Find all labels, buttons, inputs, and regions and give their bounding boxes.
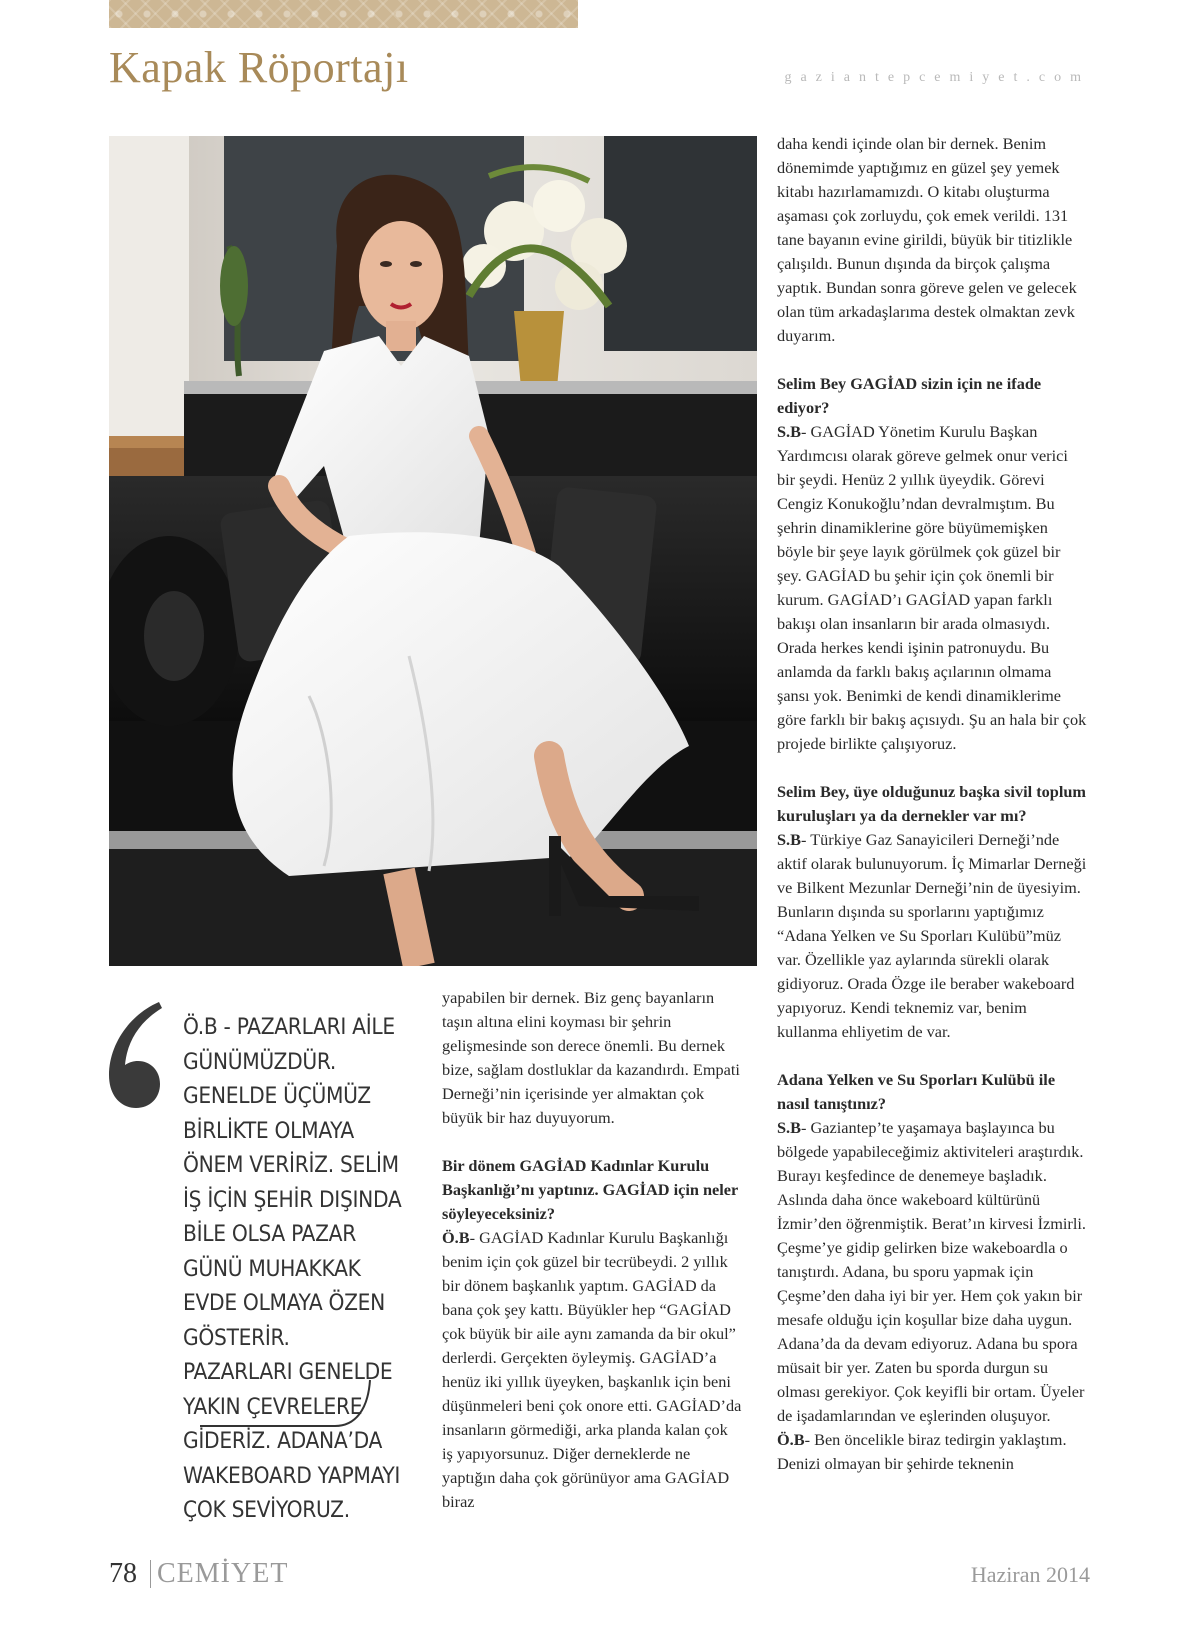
paragraph bbox=[777, 828, 1087, 1044]
speaker-label: S.B bbox=[777, 1118, 801, 1137]
interview-question: Bir dönem GAGİAD Kadınlar Kurulu Başkanlığı’nı yaptınız. GAGİAD için neler söyleyeceksiniz? bbox=[442, 1156, 738, 1223]
interview-question: Selim Bey GAGİAD sizin için ne ifade ediyor? bbox=[777, 374, 1042, 417]
portrait-photo-icon bbox=[109, 136, 757, 966]
answer-text: - Türkiye Gaz Sanayicileri Derneği’nde aktif olarak bulunuyorum. İç Mimarlar Derneği ve Bilkent Mezunlar Derneği’nin de üyesiyim. Bunların dışında su sporlarını yaptığımız “Adana Yelken ve Su Sporları Kulübü”müz var. Özellikle yaz aylarında sürekli olarak gidiyoruz. Orada Özge ile beraber wakeboard yapıyoruz. Kendi teknemiz var, benim kullanma ehliyetim de var. bbox=[777, 830, 1087, 1041]
page-number: 78 bbox=[109, 1558, 137, 1589]
footer-divider bbox=[150, 1560, 151, 1588]
speaker-label: S.B bbox=[777, 422, 801, 441]
website-url: gaziantepcemiyet.com bbox=[784, 70, 1090, 85]
interview-question: Selim Bey, üye olduğunuz başka sivil toplum kuruluşları ya da dernekler var mı? bbox=[777, 782, 1086, 825]
paragraph bbox=[442, 1226, 742, 1514]
answer-text: - GAGİAD Yönetim Kurulu Başkan Yardımcısı olarak göreve gelmek onur verici bir şeydi. Henüz 2 yıllık üyeydik. Görevi Cengiz Konukoğlu’ndan devralmıştım. Bu şehrin dinamiklerine göre büyümemişken böyle bir şeye layık görülmek çok güzel bir şey. GAGİAD bu şehir için çok önemli bir kurum. GAGİAD’ı GAGİAD yapan farklı bakışı olan insanların bir arada olmasıydı. Orada herkes kendi işinin patronuydu. Bu anlamda da farklı bakış açılarının olmama şansı yok. Benimki de kendi dinamiklerime göre farklı bir bakış açısıydı. Şu an hala bir çok projede birlikte çalışıyoruz. bbox=[777, 422, 1087, 753]
paragraph: daha kendi içinde olan bir dernek. Benim dönemimde yaptığımız en güzel şey yemek kitabı hazırlamamızdı. O kitabı oluşturma aşaması çok zorluydu, çok emek verildi. 131 tane bayanın evine girildi, büyük bir titizlikle çalışıldı. Bunun dışında da birçok çalışma yaptık. Bundan sonra göreve gelen ve gelecek olan tüm arkadaşlarıma destek olmaktan zevk duyarım. bbox=[777, 134, 1077, 345]
section-title: Kapak Röportajı bbox=[109, 43, 409, 92]
speaker-label: S.B bbox=[777, 830, 801, 849]
answer-text: - GAGİAD Kadınlar Kurulu Başkanlığı benim için çok güzel bir tecrübeydi. 2 yıllık bir dönem başkanlık yaptım. GAGİAD da bana çok şey kattı. Büyükler hep “GAGİAD çok büyük bir aile aynı zamanda da bir okul” derlerdi. Gerçekten öyleymiş. GAGİAD’a henüz iki yıllık üyeyken, başkanlık için beni düşünmeleri beni çok onore etti. GAGİAD’da insanların görmediği, arka planda kalan çok iş yapıyorsunuz. Diğer derneklerde ne yaptığın daha çok görünüyor ama GAGİAD biraz bbox=[442, 1228, 742, 1511]
paragraph bbox=[777, 420, 1087, 756]
paragraph bbox=[777, 1428, 1087, 1476]
quote-mark-icon bbox=[104, 1000, 164, 1110]
quote-underline-curve bbox=[200, 1380, 380, 1430]
decorative-pattern-band bbox=[109, 0, 578, 28]
answer-text: - Gaziantep’te yaşamaya başlayınca bu bölgede yapabileceğimiz aktiviteleri araştırdık. Burayı keşfedince de denemeye başladık. Aslında daha önce wakeboard kültürünü İzmir’den öğrenmiştik. Berat’ın kirvesi İzmirli. Çeşme’ye gidip gelirken bize wakeboardla o tanıştırdı. Adana, bu sporu yapmak için Çeşme’den daha iyi bir yer. Hem çok yakın bir mesafe olduğu için koşullar bize daha uygun. Adana’da da devam ediyoruz. Adana bu spora müsait bir yer. Zaten bu sporda durgun su olması gerekiyor. Çok keyifli bir ortam. Üyeler de işadamlarından ve eşlerinden oluşuyor. bbox=[777, 1118, 1086, 1425]
article-column-right bbox=[777, 132, 1087, 1476]
speaker-label: Ö.B bbox=[442, 1228, 470, 1247]
pull-quote: Ö.B - PAZARLARI AİLE GÜNÜMÜZDÜR. GENELDE ÜÇÜMÜZ BİRLİKTE OLMAYA ÖNEM VERİRİZ. SELİM İŞ İÇİN ŞEHİR DIŞINDA BİLE OLSA PAZAR GÜNÜ MUHAKKAK EVDE OLMAYA ÖZEN GÖSTERİR. PAZARLARI GENELDE YAKIN ÇEVRELERE GİDERİZ. ADANA’DA WAKEBOARD YAPMAYI ÇOK SEVİYORUZ. bbox=[183, 1014, 402, 1523]
magazine-name: CEMİYET bbox=[157, 1558, 289, 1589]
article-column-middle bbox=[442, 986, 742, 1514]
paragraph bbox=[777, 1116, 1087, 1428]
portrait-photo bbox=[109, 136, 757, 966]
answer-text: - Ben öncelikle biraz tedirgin yaklaştım. Denizi olmayan bir şehirde teknenin bbox=[777, 1430, 1067, 1473]
speaker-label: Ö.B bbox=[777, 1430, 805, 1449]
paragraph: yapabilen bir dernek. Biz genç bayanların taşın altına elini koyması bir şehrin gelişmesinde son derece önemli. Bu dernek bize, sağlam dostluklar da kazandırdı. Empati Derneği’nin içerisinde yer almaktan çok büyük bir haz duyuyorum. bbox=[442, 988, 740, 1127]
interview-question: Adana Yelken ve Su Sporları Kulübü ile nasıl tanıştınız? bbox=[777, 1070, 1056, 1113]
issue-date: Haziran 2014 bbox=[970, 1562, 1090, 1587]
